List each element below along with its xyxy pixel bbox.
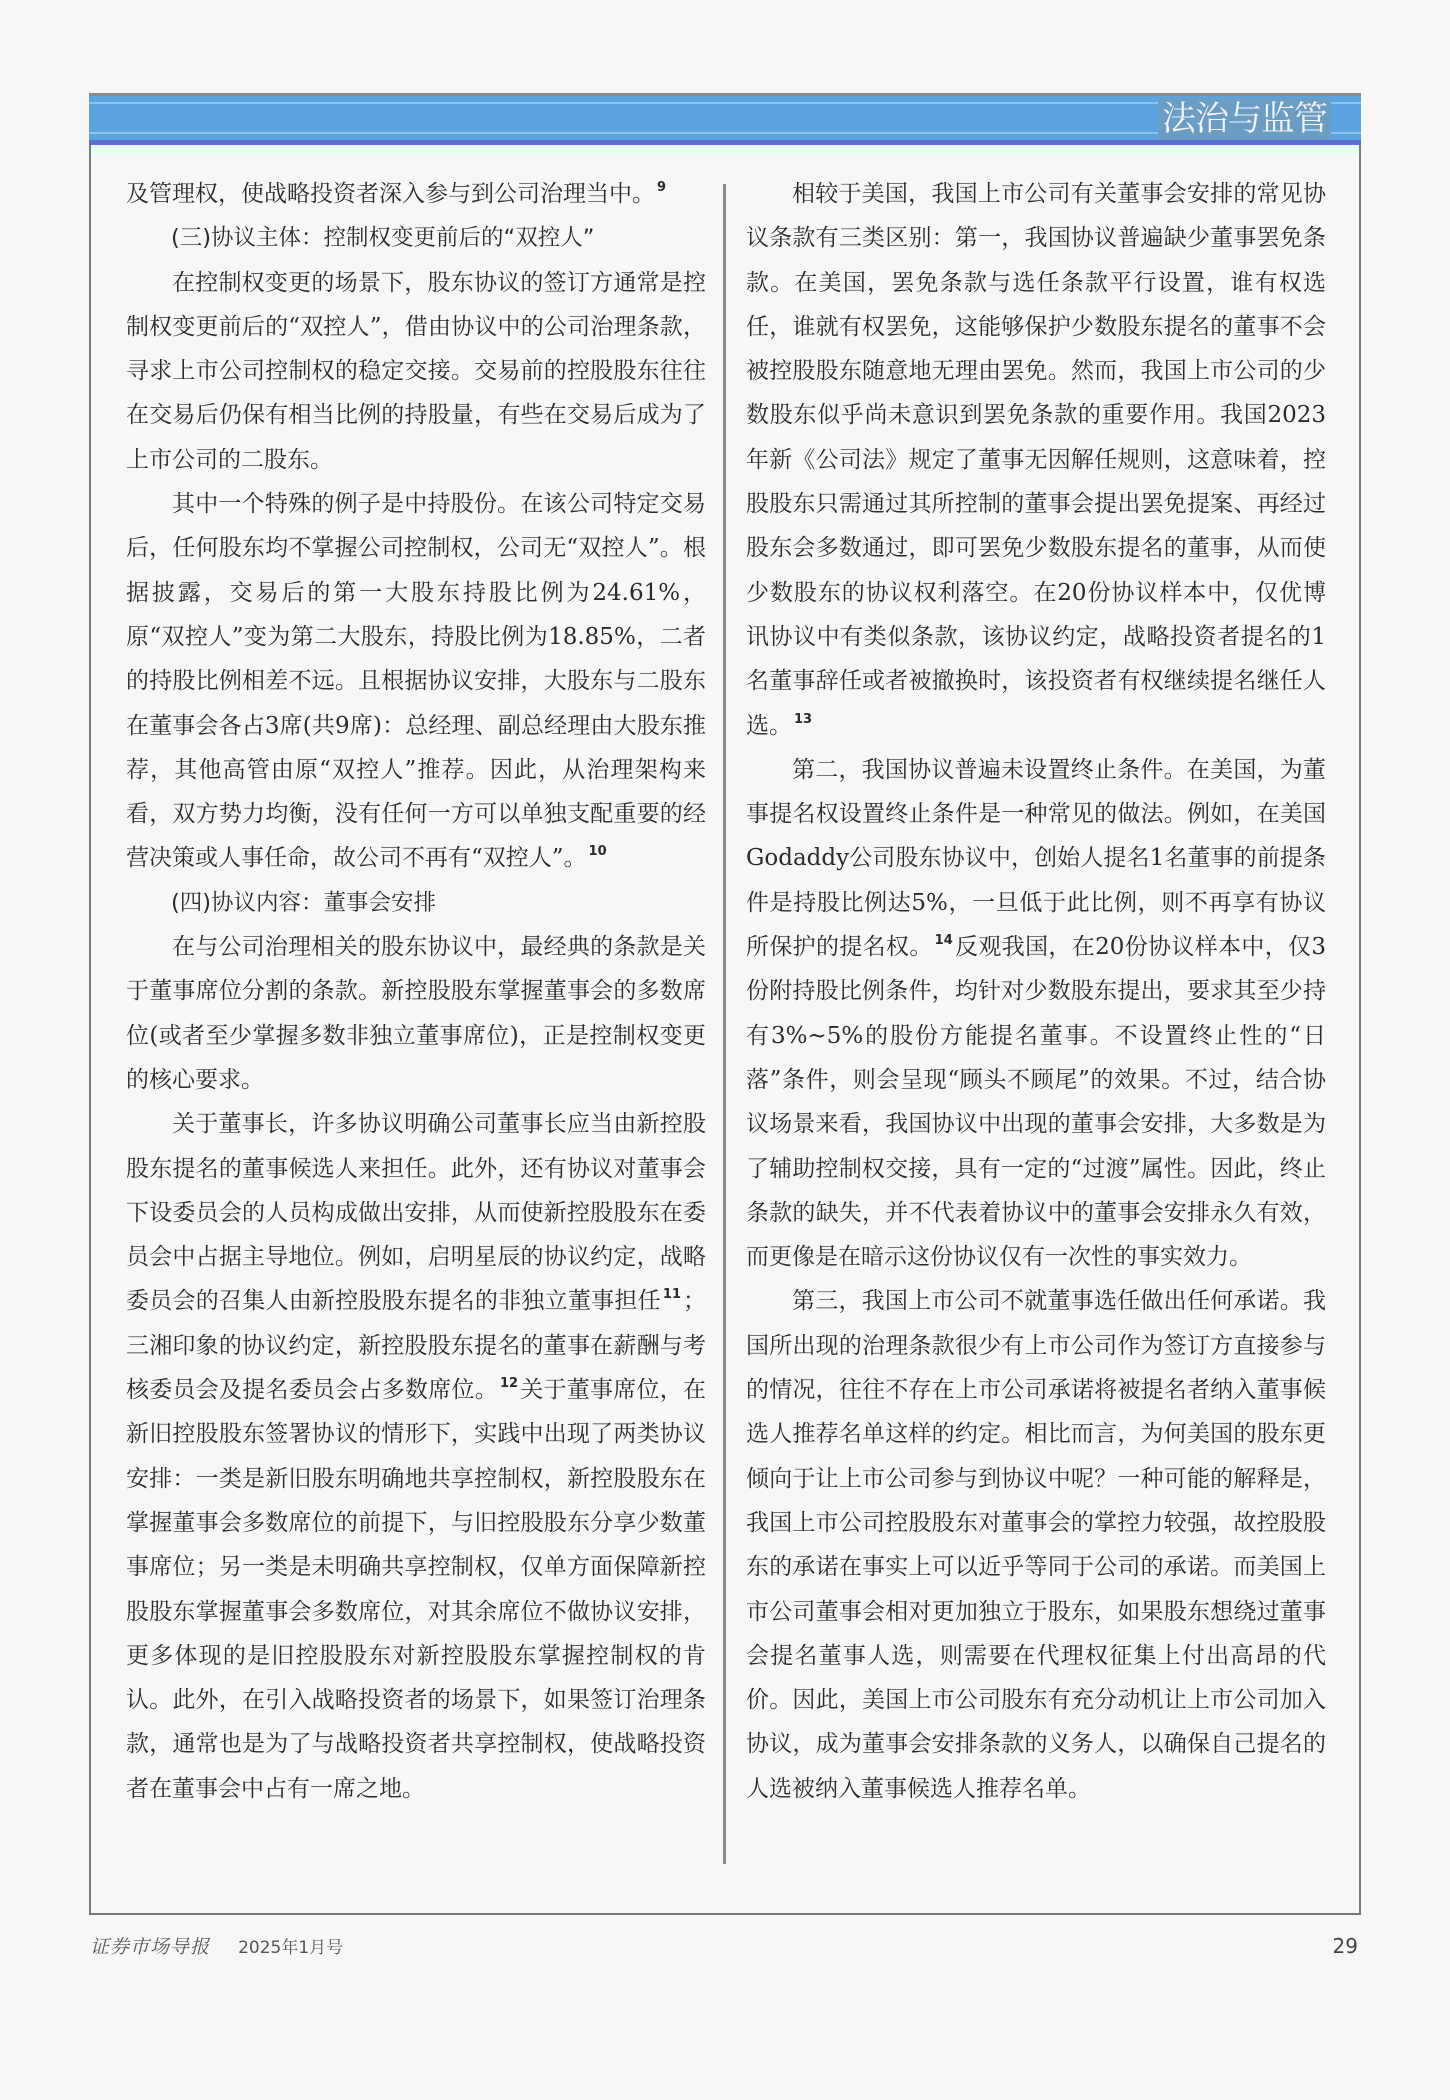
paragraph: 第三，我国上市公司不就董事选任做出任何承诺。我国所出现的治理条款很少有上市公司作为签订方直接参与的情况，往往不存在上市公司承诺将被提名者纳入董事候选人推荐名单这样的约定。相比而言，为何美国的股东更倾向于让上市公司参与到协议中呢？一种可能的解释是，我国上市公司控股股东对董事会的掌控力较强，故控股股东的承诺在事实上可以近乎等同于公司的承诺。而美国上市公司董事会相对更加独立于股东，如果股东想绕过董事会提名董事人选，则需要在代理权征集上付出高昂的代价。因此，美国上市公司股东有充分动机让上市公司加入协议，成为董事会安排条款的义务人，以确保自己提名的人选被纳入董事候选人推荐名单。 (746, 1288, 1326, 1802)
paragraph-text: 及管理权，使战略投资者深入参与到公司治理当中。 (126, 181, 655, 207)
footnote-ref: 11 (662, 1287, 681, 1303)
page-number: 29 (1332, 1934, 1358, 1958)
paragraph-text: 关于董事席位，在新旧控股股东签署协议的情形下，实践中出现了两类协议安排：一类是新旧股东明确地共享控制权，新控股股东在掌握董事会多数席位的前提下，与旧控股股东分享少数董事席位；另一类是未明确共享控制权，仅单方面保障新控股股东掌握董事会多数席位，对其余席位不做协议安排，更多体现的是旧控股股东对新控股股东掌握控制权的肯认。此外，在引入战略投资者的场景下，如果签订治理条款，通常也是为了与战略投资者共享控制权，使战略投资者在董事会中占有一席之地。 (126, 1377, 706, 1802)
paragraph-text: 其中一个特殊的例子是中持股份。在该公司特定交易后，任何股东均不掌握公司控制权，公司无“双控人”。根据披露，交易后的第一大股东持股比例为24.61%，原“双控人”变为第二大股东，持股比例为18.85%，二者的持股比例相差不远。且根据协议安排，大股东与二股东在董事会各占3席(共9席)：总经理、副总经理由大股东推荐，其他高管由原“双控人”推荐。因此，从治理架构来看，双方势力均衡，没有任何一方可以单独支配重要的经营决策或人事任命，故公司不再有“双控人”。 (126, 491, 706, 872)
paragraph (126, 172, 706, 216)
footnote-ref: 9 (657, 180, 667, 195)
paragraph-text: 相较于美国，我国上市公司有关董事会安排的常见协议条款有三类区别：第一，我国协议普遍缺少董事罢免条款。在美国，罢免条款与选任条款平行设置，谁有权选任，谁就有权罢免，这能够保护少数股东提名的董事不会被控股股东随意地无理由罢免。然而，我国上市公司的少数股东似乎尚未意识到罢免条款的重要作用。我国2023年新《公司法》规定了董事无因解任规则，这意味着，控股股东只需通过其所控制的董事会提出罢免提案、再经过股东会多数通过，即可罢免少数股东提名的董事，从而使少数股东的协议权利落空。在20份协议样本中，仅优博讯协议中有类似条款，该协议约定，战略投资者提名的1名董事辞任或者被撤换时，该投资者有权继续提名继任人选。 (746, 181, 1326, 739)
paragraph-text: 关于董事长，许多协议明确公司董事长应当由新控股股东提名的董事候选人来担任。此外，还有协议对董事会下设委员会的人员构成做出安排，从而使新控股股东在委员会中占据主导地位。例如，启明星辰的协议约定，战略委员会的召集人由新控股股东提名的非独立董事担任 (126, 1111, 706, 1315)
paragraph-text: 反观我国，在20份协议样本中，仅3份附持股比例条件，均针对少数股东提出，要求其至少持有3%~5%的股份方能提名董事。不设置终止性的“日落”条件，则会呈现“顾头不顾尾”的效果。不过，结合协议场景来看，我国协议中出现的董事会安排，大多数是为了辅助控制权交接，具有一定的“过渡”属性。因此，终止条款的缺失，并不代表着协议中的董事会安排永久有效，而更像是在暗示这份协议仅有一次性的事实效力。 (746, 934, 1326, 1271)
right-column (746, 172, 1326, 1811)
footnote-ref: 14 (934, 933, 953, 949)
paragraph: 在与公司治理相关的股东协议中，最经典的条款是关于董事席位分割的条款。新控股股东掌握董事会的多数席位(或者至少掌握多数非独立董事席位)，正是控制权变更的核心要求。 (126, 934, 706, 1093)
paragraph (126, 482, 706, 881)
paragraph-text: 第二，我国协议普遍未设置终止条件。在美国，为董事提名权设置终止条件是一种常见的做法。例如，在美国Godaddy公司股东协议中，创始人提名1名董事的前提条件是持股比例达5%，一旦低于此比例，则不再享有协议所保护的提名权。 (746, 756, 1326, 961)
section-heading: (三)协议主体：控制权变更前后的“双控人” (171, 225, 595, 252)
journal-name: 证券市场导报 (90, 1936, 211, 1958)
footnote-ref: 10 (588, 844, 607, 860)
section-header-band (89, 93, 1361, 145)
column-divider (723, 184, 726, 1864)
paragraph (126, 1102, 706, 1811)
footer-publication (90, 1932, 343, 1959)
paragraph (746, 172, 1326, 748)
paragraph (746, 748, 1326, 1280)
paragraph-text: ；三湘印象的协议约定，新控股股东提名的董事在薪酬与考核委员会及提名委员会占多数席位。 (126, 1288, 706, 1404)
issue-label: 2025年1月号 (238, 1938, 344, 1958)
left-column (126, 172, 706, 1811)
header-underline (91, 145, 1359, 155)
paragraph: 在控制权变更的场景下，股东协议的签订方通常是控制权变更前后的“双控人”，借由协议中的公司治理条款，寻求上市公司控制权的稳定交接。交易前的控股股东往往在交易后仍保有相当比例的持股量，有些在交易后成为了上市公司的二股东。 (126, 269, 706, 473)
footnote-ref: 13 (794, 711, 813, 727)
footnote-ref: 12 (499, 1376, 519, 1392)
section-heading: (四)协议内容：董事会安排 (171, 889, 437, 916)
section-title: 法治与监管 (1158, 98, 1331, 140)
